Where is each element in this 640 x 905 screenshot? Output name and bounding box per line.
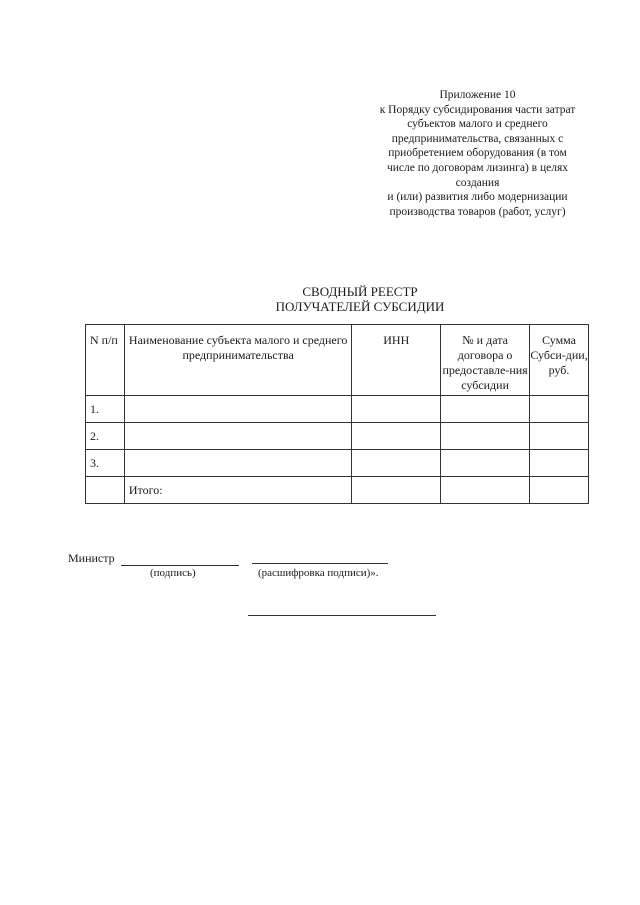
header-inn: ИНН <box>352 325 441 396</box>
cell-contract <box>441 396 530 423</box>
appendix-line: к Порядку субсидирования части затрат <box>379 103 576 116</box>
appendix-note <box>355 88 600 219</box>
table-total-row <box>86 477 589 504</box>
header-contract: № и дата договора о предоставле-ния субсидии <box>441 325 530 396</box>
signature-line <box>121 565 239 566</box>
appendix-line: числе по договорам лизинга) в целях <box>386 161 569 174</box>
signature-role: Министр <box>68 551 115 565</box>
signature-caption: (подпись) <box>150 567 196 579</box>
total-label: Итого: <box>124 477 352 504</box>
table-row <box>86 396 589 423</box>
cell-sum <box>530 477 589 504</box>
cell-contract <box>441 450 530 477</box>
cell-sum <box>530 450 589 477</box>
cell-subject-name <box>124 396 352 423</box>
cell-number: 1. <box>86 396 125 423</box>
appendix-line: приобретением оборудования (в том <box>388 147 567 160</box>
cell-inn <box>352 450 441 477</box>
appendix-line: предпринимательства, связанных с <box>391 132 564 145</box>
cell-number: 2. <box>86 423 125 450</box>
table-row <box>86 423 589 450</box>
recipients-registry-table <box>85 324 589 504</box>
appendix-line: и (или) развития либо модернизации <box>387 191 568 204</box>
cell-number <box>86 477 125 504</box>
appendix-line: создания <box>455 176 500 189</box>
appendix-line: Приложение 10 <box>439 89 516 101</box>
cell-inn <box>352 477 441 504</box>
appendix-line: субъектов малого и среднего <box>407 118 548 131</box>
cell-contract <box>441 477 530 504</box>
signature-name-caption: (расшифровка подписи)». <box>258 567 379 579</box>
cell-inn <box>352 423 441 450</box>
cell-subject-name <box>124 423 352 450</box>
title-line-1: СВОДНЫЙ РЕЕСТР <box>302 284 418 299</box>
table-header-row <box>86 325 589 396</box>
cell-subject-name <box>124 450 352 477</box>
header-number: N п/п <box>86 325 125 396</box>
title-line-2: ПОЛУЧАТЕЛЕЙ СУБСИДИИ <box>275 299 445 314</box>
table-row <box>86 450 589 477</box>
cell-sum <box>530 396 589 423</box>
end-divider <box>248 615 436 616</box>
cell-number: 3. <box>86 450 125 477</box>
cell-inn <box>352 396 441 423</box>
signature-name-line <box>252 563 388 564</box>
document-title <box>150 284 570 314</box>
cell-contract <box>441 423 530 450</box>
header-sum: Сумма Субси-дии, руб. <box>530 325 589 396</box>
cell-sum <box>530 423 589 450</box>
appendix-line: производства товаров (работ, услуг) <box>389 205 566 218</box>
header-subject-name: Наименование субъекта малого и среднего предпринимательства <box>124 325 352 396</box>
